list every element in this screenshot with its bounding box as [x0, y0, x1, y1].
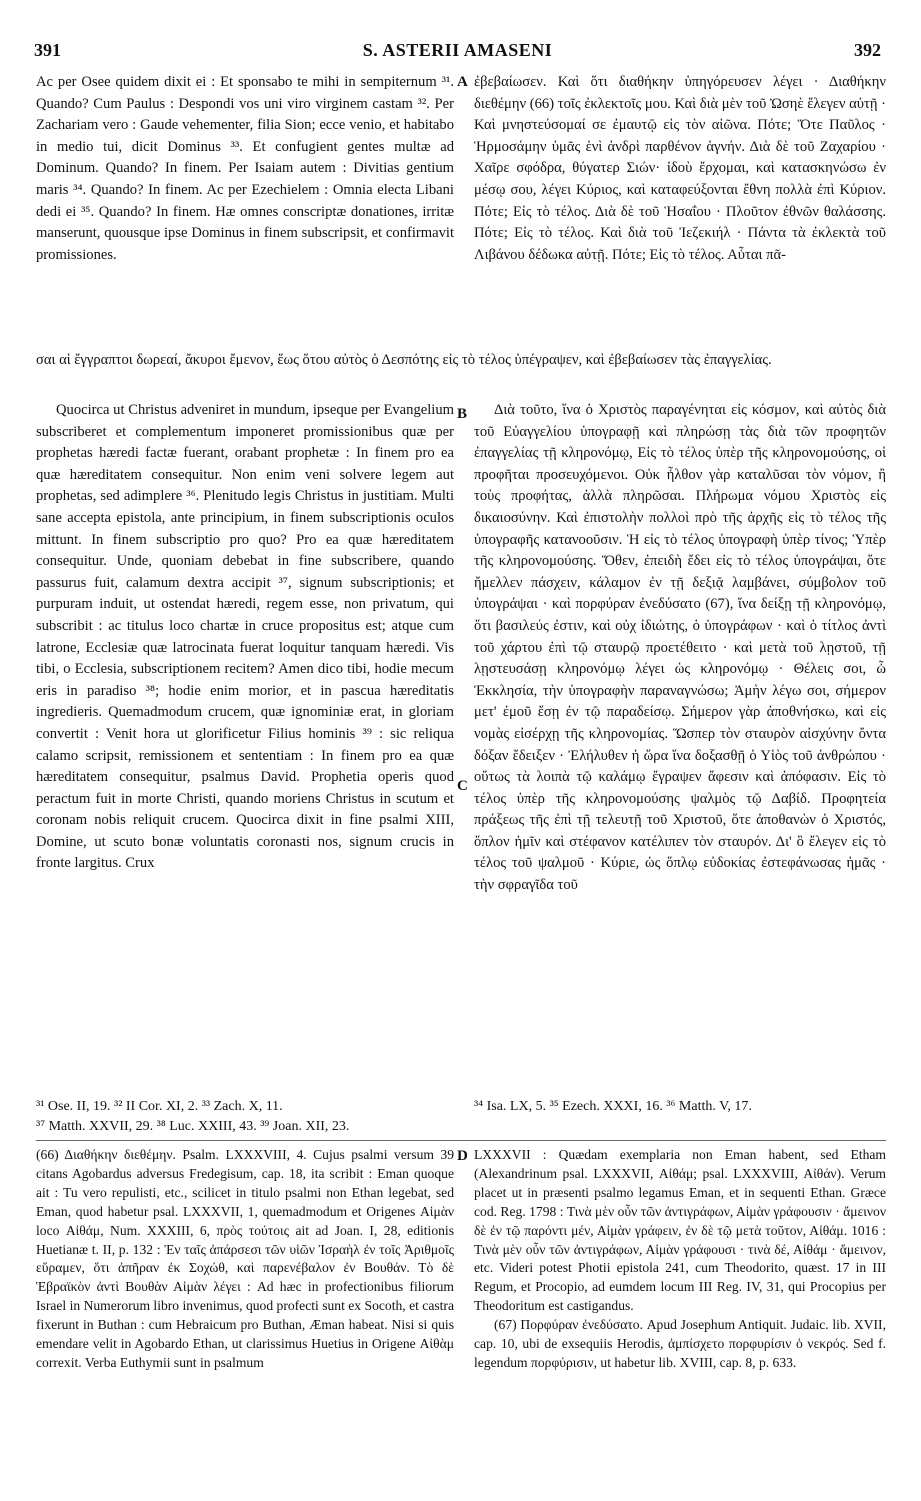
greek-span-paragraph: σαι αἱ ἔγγραπτοι δωρεαί, ἄκυροι ἔμενον, ἕως ὅτου αὐτὸς ὁ Δεσπότης εἰς τὸ τέλος ὑπέγραψεν, καὶ ἐβεβαίωσεν τὰς ἐπαγγελίας. [36, 352, 772, 368]
scripture-refs-line2: ³⁷ Matth. XXVII, 29. ³⁸ Luc. XXIII, 43. ³⁹ Joan. XII, 23. [36, 1119, 350, 1134]
latin-paragraph: Ac per Osee quidem dixit ei : Et sponsabo te mihi in sempiternum ³¹. Quando? Cum Paulus : Despondi vos uni viro virginem castam ³². Per Zachariam vero : Gaude vehementer, filia Sion; ecce venio, et habitabo in medio tui, dicit Dominus ³³. Et confugient gentes multæ ad Dominum. Quando? In finem. Per Isaiam autem : Divitias gentium maris ³⁴. Quando? In finem. Ac per Ezechielem : Omnia electa Libani dedi ei ³⁵. Quando? In finem. Hæ omnes conscriptæ donationes, irritæ manserunt, quousque ipse Dominus in finem subscripsit, et confirmavit promissiones. [36, 74, 454, 263]
scripture-refs-right: ³⁴ Isa. LX, 5. ³⁵ Ezech. XXXI, 16. ³⁶ Matth. V, 17. [474, 1099, 752, 1114]
greek-main-paragraph: Διὰ τοῦτο, ἵνα ὁ Χριστὸς παραγένηται εἰς κόσμον, καὶ αὐτὸς διὰ τοῦ Εὐαγγελίου ὑπογραφῇ καὶ πληρώσῃ τὰς διὰ τῶν προφητῶν ἐπαγγελίας τῇ κληρονόμῳ, Εἰς τὸ τέλος ὑπὲρ τῆς κληρονομούσης, οἱ προφῆται προσευχόμενοι. Οὐκ ἦλθον γὰρ καταλῦσαι τὸν νόμον, ἢ τοὺς προφήτας, ἀλλὰ πληρῶσαι. Πλήρωμα νόμου Χριστὸς εἰς δικαιοσύνην. Καὶ ἐπιστολὴν πολλοὶ πρὸ τῆς ἀρχῆς εἰς τὸ τέλος τῆς ὑπογραφῆς κατανοοῦσιν. Ἡ εἰς τὸ τέλος ὑπογραφὴ ὑπὲρ τίνος; Ὑπὲρ τῆς κληρονομούσης. Ὅθεν, ἐπειδὴ ἔδει εἰς τὸ τέλος ὑπογράψαι, ὅτε ἤμελλεν πάσχειν, κάλαμον ἐν τῇ δεξιᾷ λαμβάνει, σύμβολον τοῦ ὑπογράψαι · καὶ πορφύραν ἐνεδύσατο (67), ἵνα δείξῃ τῇ κληρονόμῳ, ὅτι βασιλεύς ἐστιν, καὶ οὐχ ἰδιώτης, ὁ ὑπογράφων · καὶ ὁ τίτλος ἀντὶ τοῦ χάρτου ἐπὶ τῷ σταυρῷ προετέθειτο · καὶ μετὰ τοῦ λῃστοῦ, τῇ λῃστευσάσῃ κληρονόμῳ λέγει ὡς κληρονόμῳ · Θέλεις σοι, ὦ Ἐκκλησία, τὴν ὑπογραφὴν παραναγνώσω; Ἀμὴν λέγω σοι, σήμερον μετ' ἐμοῦ ἔσῃ ἐν τῷ παραδείσῳ. Σήμερον γὰρ ἀποθνήσκω, καὶ εἰς νομὰς εἰσέρχῃ τῆς κληρονομίας. Ὥσπερ τὸν σταυρὸν αἰσχύνην ὄντα δόξαν ἔδειξεν · Ἐλήλυθεν ἡ ὥρα ἵνα δοξασθῇ ὁ Υἱὸς τοῦ ἀνθρώπου · οὕτως τὰ λοιπὰ τῷ καλάμῳ ἔγραψεν ἄφεσιν καὶ ἀπόφασιν. Εἰς τὸ τέλος ὑπὲρ τῆς κληρονομούσης ψαλμὸς τῷ Δαβίδ. Προφητεία πράξεως τῆς ἐπὶ τῇ τελευτῇ τοῦ Χριστοῦ, ὅτε ἀποθανὼν ὁ Χριστός, ὅπλον ἡμῖν καὶ στέφανον κατέλιπεν τὸν σταυρόν. Δι' ὃ ἔλεγεν εἰς τὸ τέλος τοῦ ψαλμοῦ · Κύριε, ὡς ὅπλῳ εὐδοκίας ἐστεφάνωσας ἡμᾶς · τὴν σφραγῖδα τοῦ [474, 402, 886, 894]
latin-column-top [36, 72, 454, 348]
greek-column-top [474, 72, 886, 348]
greek-paragraph: ἐβεβαίωσεν. Καὶ ὅτι διαθήκην ὑπηγόρευσεν λέγει · Διαθήκην διεθέμην (66) τοῖς ἐκλεκτοῖς μου. Καὶ διὰ μὲν τοῦ Ὠσηὲ ἔλεγεν αὐτῇ · Καὶ μνηστεύσομαί σε ἐμαυτῷ εἰς τὸν αἰῶνα. Πότε; Ὅτε Παῦλος · Ἡρμοσάμην ὑμᾶς ἑνὶ ἀνδρὶ παρθένον ἁγνήν. Διὰ δὲ τοῦ Ζαχαρίου · Χαῖρε σφόδρα, θύγατερ Σιών· ἰδοὺ ἔρχομαι, καὶ κατασκηνώσω ἐν μέσῳ σου, λέγει Κύριος, καὶ καταφεύξονται ἔθνη πολλὰ ἐπὶ Κύριον. Πότε; Εἰς τὸ τέλος. Διὰ δὲ τοῦ Ἡσαΐου · Πλοῦτον ἐθνῶν θαλάσσης. Πότε; Εἰς τὸ τέλος. Καὶ διὰ τοῦ Ἰεζεκιήλ · Πάντα τὰ ἐκλεκτὰ τοῦ Λιβάνου δέδωκα αὐτῇ. Πότε; Εἰς τὸ τέλος. Αὗται πᾶ- [474, 74, 886, 263]
margin-letter-d: D [457, 1148, 468, 1164]
margin-letter-c: C [457, 778, 468, 794]
note-67: (67) Πορφύραν ἐνεδύσατο. Apud Josephum Antiquit. Judaic. lib. XVII, cap. 10, ubi de exsequiis Herodis, ἀμπίσχετο πορφυρίσιν ὁ νεκρός. Sed f. legendum πορφύρισιν, ut habetur lib. XVIII, cap. 8, p. 633. [474, 1317, 886, 1370]
latin-main-paragraph: Quocirca ut Christus adveniret in mundum, ipseque per Evangelium subscriberet et complementum imponeret promissionibus quæ per prophetas hæredi factæ fuerant, orabant prophetæ : In finem pro ea quæ hæreditatem consequitur. Non enim veni solvere legem aut prophetas, sed adimplere ³⁶. Plenitudo legis Christus in justitiam. Multi sane accepta epistola, ante principium, in finem subscriptionis oculos mittunt. In finem subscriptio pro quo? Pro ea quæ hæreditatem consequitur. Unde, quoniam debebat in fine subscribere, quando passurus fuit, calamum dextra accipit ³⁷, signum subscriptionis; et purpuram induit, ut ostendat hæredi, regem esse, non privatum, qui subscribit : ac titulus loco chartæ in cruce propositus est; atque cum latrone, Ecclesiæ quæ latrocinata fuerat loquitur tanquam hæredi. Vis tibi, o Ecclesia, subscriptionem recitem? Amen dico tibi, hodie mecum eris in paradiso ³⁸; hodie enim morior, et in pascua hæreditatis ingredieris. Quemadmodum crucem, quæ ignominiæ erat, in gloriam convertit : Venit hora ut glorificetur Filius hominis ³⁹ : sic reliqua calamo scripsit, remissionem et sententiam : In finem pro ea quæ hæreditatem consequitur, psalmus David. Prophetia operis quod peractum fuit in morte Christi, quando moriens Christus in scutum et coronam nobis reliquit crucem. Quocirca dixit in fine psalmi XIII, Domine, ut scuto bonæ voluntatis coronasti nos, signum crucis in fronte largitus. Crux [36, 402, 454, 872]
page-header [34, 40, 881, 64]
page-number-right: 392 [854, 40, 881, 60]
scripture-refs-left: ³¹ Ose. II, 19. ³² II Cor. XI, 2. ³³ Zach. X, 11. [36, 1099, 283, 1114]
page-number-left: 391 [34, 40, 61, 60]
margin-letter-a: A [457, 74, 468, 90]
notes-left-column [36, 1146, 454, 1476]
greek-column-main [474, 400, 886, 1091]
note-66: (66) Διαθήκην διεθέμην. Psalm. LXXXVIII, 4. Cujus psalmi versum 39 citans Agobardus adversus Fredegisum, cap. 18, ita scribit : Eman quoque ait : Tu vero repulisti, etc., scilicet in titulo psalmi non Ethan legebat, sed Eman, quod habetur psal. LXXXVII, 1, quemadmodum et Origenes Αἱμὰν loco Αἰθάμ, Num. XXXIII, 6, πρὸς τούτοις ait ad Joan. I, 28, editionis Huetianæ t. II, p. 132 : Ἐν ταῖς ἀπάρσεσι τῶν υἱῶν Ἰσραὴλ ἐν τοῖς Ἀριθμοῖς εὕραμεν, ὅτι ἀπῆραν ἐκ Σοχώθ, καὶ παρενέβαλον ἐν Βουθάν. Τὸ δὲ Ἑβραϊκὸν ἀντὶ Βουθὰν Αἱμὰν λέγει : Ad hæc in profectionibus filiorum Israel in Numerorum libro invenimus, quod profecti sunt ex Socoth, et castra fixerunt in Buthan : cum Hebraicum pro Buthan, Æman habeat. Nisi si quis emendare velit in Agobardo Ethan, ut clarissimus Huetius in Origene Αἰθὰμ correxit. Verba Euthymii sunt in psalmum [36, 1147, 454, 1370]
greek-span-text [36, 350, 886, 394]
footnote-divider [36, 1140, 886, 1141]
margin-letter-b: B [457, 406, 468, 422]
note-66-continued: LXXXVII : Quædam exemplaria non Eman habent, sed Etham (Alexandrinum psal. LXXXVII, Αἰθάμ; psal. LXXXVIII, Αἰθάν). Verum placet ut in præsenti psalmo legamus Eman, et in sequenti Ethan. Græce cod. Reg. 1798 : Τινὰ μὲν οὖν τῶν ἀντιγράφων, Αἱμὰν γράφουσιν · ἄμεινον δὲ ἐν τῷ παρόντι μέν, Αἱμὰν γράφειν, ἐν δὲ τῷ μετὰ τοῦτον, Αἰθάμ. 1016 : Τινὰ μὲν οὖν τῶν ἀντιγράφων, Αἱμὰν γράφουσι · τινὰ δέ, Αἰθάμ · ἄμεινον, etc. Videri potest Photii epistola 241, cum Theodorito, quæst. 17 in III Regum, et Procopio, ad eumdem locum III Reg. IV, 31, qui Procopius per Theodoritum est castigandus. [474, 1147, 886, 1314]
latin-column-main [36, 400, 454, 1091]
running-title: S. ASTERII AMASENI [362, 40, 553, 60]
notes-right-column [474, 1146, 886, 1476]
